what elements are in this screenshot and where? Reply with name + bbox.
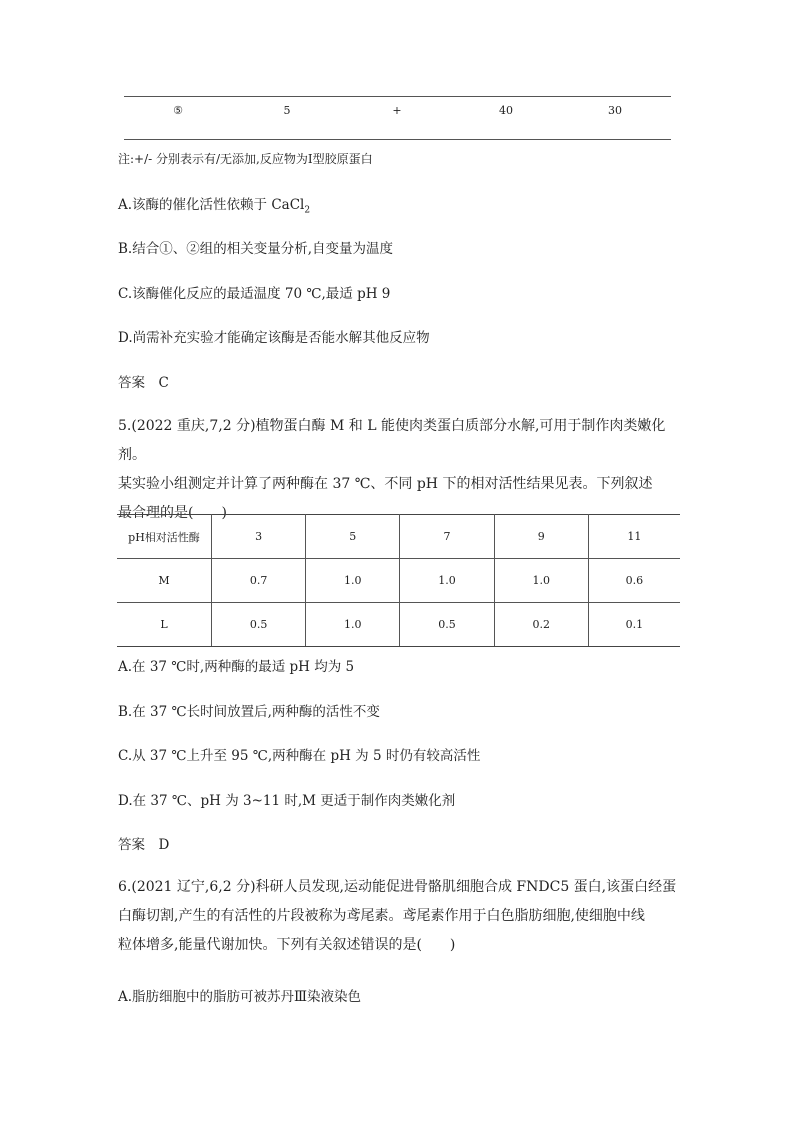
table-header-cell: 7 [400, 515, 494, 559]
q5-option-d: D.在 37 ℃、pH 为 3~11 时,M 更适于制作肉类嫩化剂 [118, 793, 456, 809]
table-cell: M [117, 559, 212, 603]
q5-answer: 答案 D [118, 837, 170, 853]
table-row [117, 603, 680, 647]
table-header-cell: 9 [494, 515, 588, 559]
q5-stem: 5.(2022 重庆,7,2 分)植物蛋白酶 M 和 L 能使肉类蛋白质部分水解,可用于制作肉类嫩化剂。 某实验小组测定并计算了两种酶在 37 ℃、不同 pH 下的相对活性结果见表。下列叙述 最合理的是( ) [118, 418, 666, 521]
table-header-cell: 11 [588, 515, 680, 559]
table-header-row [117, 515, 680, 559]
q5-option-b: B.在 37 ℃长时间放置后,两种酶的活性不变 [118, 704, 380, 720]
q5-option-c: C.从 37 ℃上升至 95 ℃,两种酶在 pH 为 5 时仍有较高活性 [118, 748, 481, 764]
table-cell: 0.5 [400, 603, 494, 647]
q6-option-a: A.脂肪细胞中的脂肪可被苏丹Ⅲ染液染色 [118, 989, 362, 1005]
q6-stem: 6.(2021 辽宁,6,2 分)科研人员发现,运动能促进骨骼肌细胞合成 FNDC5 蛋白,该蛋白经蛋 白酶切割,产生的有活性的片段被称为鸢尾素。鸢尾素作用于白色脂肪细胞,使细胞中线 粒体增多,能量代谢加快。下列有关叙述错误的是( ) [118, 879, 677, 953]
table-cell: L [117, 603, 212, 647]
table-top-rule [124, 96, 671, 97]
q4-answer: 答案 C [118, 375, 169, 391]
table-cell: 0.2 [494, 603, 588, 647]
table-bottom-rule [124, 139, 671, 140]
table-cell: 1.0 [494, 559, 588, 603]
table-cell: 40 [499, 104, 513, 117]
table-header-cell: 5 [306, 515, 400, 559]
table-header-cell: 3 [212, 515, 306, 559]
q4-option-b: B.结合①、②组的相关变量分析,自变量为温度 [118, 241, 394, 257]
table-cell: 1.0 [306, 603, 400, 647]
table-cell: + [392, 104, 402, 117]
q5-option-a: A.在 37 ℃时,两种酶的最适 pH 均为 5 [118, 659, 355, 675]
table-cell: 1.0 [400, 559, 494, 603]
table-header-cell: pH相对活性酶 [117, 515, 212, 559]
q5-activity-table [117, 514, 680, 647]
table-note: 注:+/- 分别表示有/无添加,反应物为Ⅰ型胶原蛋白 [118, 152, 373, 166]
table-cell: 30 [608, 104, 622, 117]
q4-option-a: A.该酶的催化活性依赖于 CaCl$_2$ [118, 197, 311, 216]
table-cell: 0.1 [588, 603, 680, 647]
table-row [117, 559, 680, 603]
table-cell: 0.7 [212, 559, 306, 603]
table-cell: 0.6 [588, 559, 680, 603]
q4-option-c: C.该酶催化反应的最适温度 70 ℃,最适 pH 9 [118, 286, 391, 302]
table-row [124, 104, 671, 122]
table-cell: ⑤ [173, 104, 183, 117]
q4-option-d: D.尚需补充实验才能确定该酶是否能水解其他反应物 [118, 330, 430, 346]
table-cell: 0.5 [212, 603, 306, 647]
table-cell: 5 [283, 104, 291, 117]
table-cell: 1.0 [306, 559, 400, 603]
